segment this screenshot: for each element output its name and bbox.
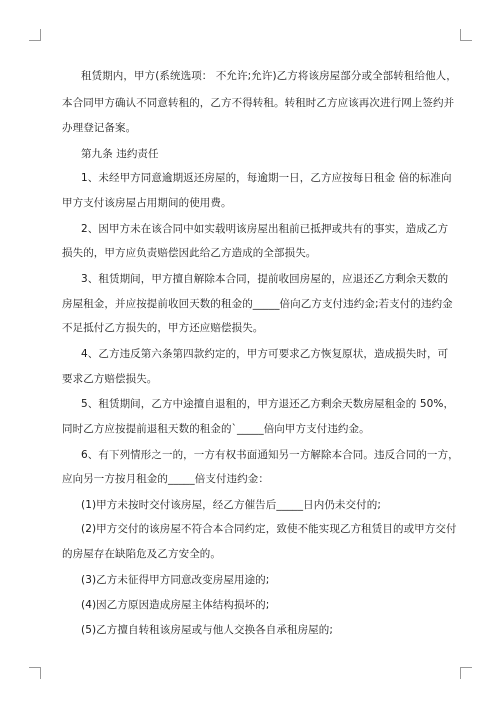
text-line: 办理登记备案。 (62, 122, 137, 134)
text-line: (4)因乙方原因造成房屋主体结构损坏的; (81, 599, 270, 611)
text-line: (1)甲方未按时交付该房屋，经乙方催告后_____日内仍未交付的; (81, 499, 381, 511)
text-line: 3、租赁期间，甲方擅自解除本合同，提前收回房屋的，应退还乙方剩余天数的 (81, 273, 449, 285)
text-line: 的房屋存在缺陷危及乙方安全的。 (62, 548, 221, 560)
text-line: 房屋租金，并应按提前收回天数的租金的_____倍向乙方支付违约金;若支付的违约金 (62, 298, 453, 310)
section-heading: 第九条 违约责任 (81, 148, 159, 160)
text-line: 4、乙方违反第六条第四款约定的，甲方可要求乙方恢复原状，造成损失时，可 (81, 348, 449, 360)
crop-mark-top-right (460, 29, 472, 41)
text-line: (3)乙方未征得甲方同意改变房屋用途的; (81, 574, 270, 586)
text-line: 本合同甲方确认不同意转租的，乙方不得转租。转租时乙方应该再次进行网上签约并 (62, 97, 455, 109)
text-line: 2、因甲方未在该合同中如实载明该房屋出租前已抵押或共有的事实，造成乙方 (81, 223, 449, 235)
text-line: 租赁期内，甲方(系统选项： 不允许;允许)乙方将该房屋部分或全部转租给他人， (81, 70, 457, 82)
text-line: 要求乙方赔偿损失。 (62, 373, 158, 385)
crop-mark-bottom-left (29, 667, 41, 679)
text-line: (5)乙方擅自转租该房屋或与他人交换各自承租房屋的; (81, 624, 334, 636)
text-line: 甲方支付该房屋占用期间的使用费。 (62, 197, 232, 209)
text-line: 6、有下列情形之一的，一方有权书面通知另一方解除本合同。违反合同的一方， (81, 449, 459, 461)
text-line: 5、租赁期间，乙方中途擅自退租的，甲方退还乙方剩余天数房屋租金的 50%， (81, 398, 455, 410)
text-line: 不足抵付乙方损失的，甲方还应赔偿损失。 (62, 322, 264, 334)
crop-mark-bottom-right (460, 667, 472, 679)
text-line: 同时乙方应按提前退租天数的租金的`_____倍向甲方支付违约金。 (62, 423, 370, 435)
text-line: 1、未经甲方同意逾期返还房屋的，每逾期一日，乙方应按每日租金 倍的标准向 (81, 172, 452, 184)
crop-mark-top-left (29, 29, 41, 41)
text-line: 损失的，甲方应负责赔偿因此给乙方造成的全部损失。 (62, 247, 317, 259)
text-line: (2)甲方交付的该房屋不符合本合同约定，致使不能实现乙方租赁目的或甲方交付 (81, 523, 457, 535)
text-line: 应向另一方按月租金的_____倍支付违约金： (62, 473, 269, 485)
